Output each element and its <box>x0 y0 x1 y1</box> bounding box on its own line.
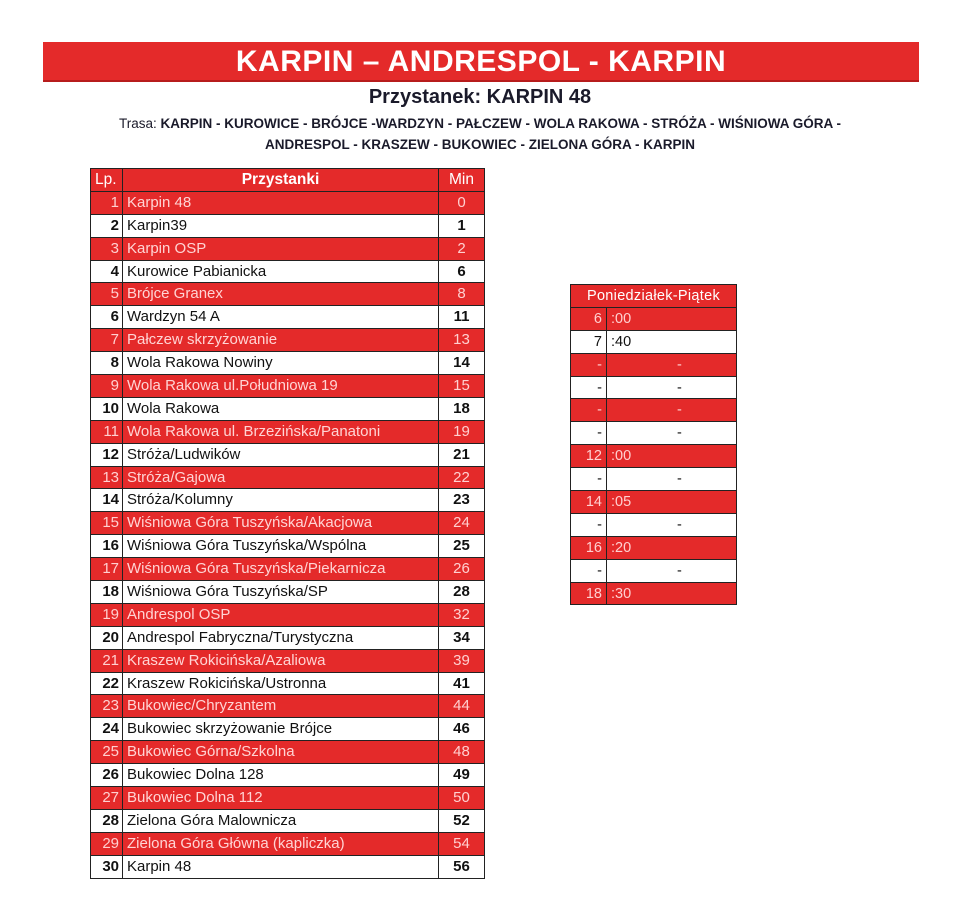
stop-name-cell: Wiśniowa Góra Tuszyńska/Wspólna <box>123 535 439 558</box>
stop-number: 2 <box>91 214 123 237</box>
timetable-row <box>571 513 737 536</box>
stop-number: 28 <box>91 809 123 832</box>
stop-minutes: 52 <box>439 809 485 832</box>
stop-number: 18 <box>91 581 123 604</box>
stop-number: 17 <box>91 558 123 581</box>
stop-name-cell: Brójce Granex <box>123 283 439 306</box>
table-row <box>91 787 485 810</box>
header-lp: Lp. <box>91 169 123 192</box>
stop-number: 4 <box>91 260 123 283</box>
stop-number: 23 <box>91 695 123 718</box>
departure-minute: - <box>607 376 737 399</box>
table-row <box>91 603 485 626</box>
stop-name-cell: Bukowiec Dolna 112 <box>123 787 439 810</box>
stop-name-cell: Wola Rakowa ul.Południowa 19 <box>123 375 439 398</box>
stop-name-cell: Andrespol OSP <box>123 603 439 626</box>
stop-minutes: 22 <box>439 466 485 489</box>
stop-minutes: 26 <box>439 558 485 581</box>
route-line-1: KARPIN - KUROWICE - BRÓJCE -WARDZYN - PAŁCZEW - WOLA RAKOWA - STRÓŻA - WIŚNIOWA GÓRA - <box>160 116 841 131</box>
stop-name-cell: Andrespol Fabryczna/Turystyczna <box>123 626 439 649</box>
stop-minutes: 44 <box>439 695 485 718</box>
departure-hour: - <box>571 376 607 399</box>
stop-name-cell: Wola Rakowa ul. Brzezińska/Panatoni <box>123 420 439 443</box>
table-row <box>91 466 485 489</box>
timetable-row <box>571 330 737 353</box>
stop-name-cell: Wola Rakowa Nowiny <box>123 352 439 375</box>
stop-name-cell: Zielona Góra Główna (kapliczka) <box>123 832 439 855</box>
stop-name-cell: Wardzyn 54 A <box>123 306 439 329</box>
table-row <box>91 191 485 214</box>
stop-name-cell: Bukowiec Górna/Szkolna <box>123 741 439 764</box>
stop-minutes: 25 <box>439 535 485 558</box>
stop-number: 19 <box>91 603 123 626</box>
table-row <box>91 649 485 672</box>
table-row <box>91 741 485 764</box>
stop-minutes: 28 <box>439 581 485 604</box>
departure-hour: 14 <box>571 491 607 514</box>
route-line-2: ANDRESPOL - KRASZEW - BUKOWIEC - ZIELONA GÓRA - KARPIN <box>265 137 695 152</box>
table-row <box>91 581 485 604</box>
page-title: KARPIN – ANDRESPOL - KARPIN <box>43 42 919 82</box>
timetable-row <box>571 559 737 582</box>
stop-minutes: 8 <box>439 283 485 306</box>
departure-hour: - <box>571 559 607 582</box>
stop-number: 5 <box>91 283 123 306</box>
departure-minute: - <box>607 513 737 536</box>
stops-header-row <box>91 169 485 192</box>
stop-name-cell: Zielona Góra Malownicza <box>123 809 439 832</box>
stops-table <box>90 168 485 879</box>
stop-minutes: 32 <box>439 603 485 626</box>
departure-minute: :05 <box>607 491 737 514</box>
timetable-row <box>571 536 737 559</box>
timetable-row <box>571 445 737 468</box>
stop-number: 15 <box>91 512 123 535</box>
stop-minutes: 48 <box>439 741 485 764</box>
stop-minutes: 11 <box>439 306 485 329</box>
stop-minutes: 0 <box>439 191 485 214</box>
stop-minutes: 41 <box>439 672 485 695</box>
timetable-row <box>571 353 737 376</box>
stop-number: 29 <box>91 832 123 855</box>
table-row <box>91 237 485 260</box>
stop-name-cell: Kraszew Rokicińska/Ustronna <box>123 672 439 695</box>
table-row <box>91 512 485 535</box>
table-row <box>91 764 485 787</box>
table-row <box>91 352 485 375</box>
table-row <box>91 535 485 558</box>
stop-minutes: 50 <box>439 787 485 810</box>
route-label: Trasa: <box>119 116 157 131</box>
departure-minute: - <box>607 559 737 582</box>
stop-minutes: 6 <box>439 260 485 283</box>
stop-number: 7 <box>91 329 123 352</box>
stop-minutes: 24 <box>439 512 485 535</box>
stop-number: 3 <box>91 237 123 260</box>
stop-minutes: 15 <box>439 375 485 398</box>
stop-number: 12 <box>91 443 123 466</box>
stop-name-cell: Wiśniowa Góra Tuszyńska/Akacjowa <box>123 512 439 535</box>
stop-number: 6 <box>91 306 123 329</box>
departure-hour: 18 <box>571 582 607 605</box>
table-row <box>91 329 485 352</box>
stop-name-cell: Bukowiec skrzyżowanie Brójce <box>123 718 439 741</box>
timetable-row <box>571 376 737 399</box>
departure-hour: - <box>571 513 607 536</box>
table-row <box>91 489 485 512</box>
table-row <box>91 672 485 695</box>
departure-hour: 7 <box>571 330 607 353</box>
stop-number: 30 <box>91 855 123 878</box>
stop-minutes: 18 <box>439 397 485 420</box>
stop-number: 27 <box>91 787 123 810</box>
header-stops: Przystanki <box>123 169 439 192</box>
stop-number: 25 <box>91 741 123 764</box>
header-min: Min <box>439 169 485 192</box>
stop-number: 10 <box>91 397 123 420</box>
departure-minute: - <box>607 353 737 376</box>
departure-hour: - <box>571 353 607 376</box>
stop-name-cell: Bukowiec/Chryzantem <box>123 695 439 718</box>
route-description <box>100 113 860 155</box>
stop-number: 9 <box>91 375 123 398</box>
stop-minutes: 54 <box>439 832 485 855</box>
stop-name-cell: Kraszew Rokicińska/Azaliowa <box>123 649 439 672</box>
table-row <box>91 306 485 329</box>
table-row <box>91 855 485 878</box>
table-row <box>91 260 485 283</box>
departure-minute: :00 <box>607 445 737 468</box>
stop-minutes: 56 <box>439 855 485 878</box>
stop-name-cell: Wiśniowa Góra Tuszyńska/Piekarnicza <box>123 558 439 581</box>
table-row <box>91 718 485 741</box>
departure-hour: - <box>571 468 607 491</box>
departure-minute: :30 <box>607 582 737 605</box>
departure-hour: - <box>571 399 607 422</box>
stop-number: 16 <box>91 535 123 558</box>
departure-minute: - <box>607 422 737 445</box>
table-row <box>91 443 485 466</box>
stop-name-cell: Wola Rakowa <box>123 397 439 420</box>
stop-name-cell: Bukowiec Dolna 128 <box>123 764 439 787</box>
table-row <box>91 283 485 306</box>
table-row <box>91 375 485 398</box>
stop-number: 1 <box>91 191 123 214</box>
stop-number: 22 <box>91 672 123 695</box>
timetable-header-row <box>571 285 737 308</box>
departure-minute: - <box>607 399 737 422</box>
stop-name-cell: Karpin 48 <box>123 191 439 214</box>
stop-number: 14 <box>91 489 123 512</box>
timetable <box>570 284 737 605</box>
stop-name-cell: Kurowice Pabianicka <box>123 260 439 283</box>
departure-hour: - <box>571 422 607 445</box>
table-row <box>91 809 485 832</box>
stop-number: 13 <box>91 466 123 489</box>
stop-number: 8 <box>91 352 123 375</box>
departure-minute: :00 <box>607 307 737 330</box>
stop-minutes: 34 <box>439 626 485 649</box>
table-row <box>91 558 485 581</box>
stop-name-cell: Wiśniowa Góra Tuszyńska/SP <box>123 581 439 604</box>
stop-number: 24 <box>91 718 123 741</box>
departure-minute: - <box>607 468 737 491</box>
stop-number: 20 <box>91 626 123 649</box>
stop-minutes: 13 <box>439 329 485 352</box>
table-row <box>91 420 485 443</box>
stop-number: 21 <box>91 649 123 672</box>
departure-hour: 12 <box>571 445 607 468</box>
table-row <box>91 626 485 649</box>
departure-hour: 6 <box>571 307 607 330</box>
stop-number: 11 <box>91 420 123 443</box>
departure-minute: :40 <box>607 330 737 353</box>
stop-minutes: 46 <box>439 718 485 741</box>
stop-name-cell: Stróża/Kolumny <box>123 489 439 512</box>
timetable-row <box>571 307 737 330</box>
stop-minutes: 39 <box>439 649 485 672</box>
timetable-row <box>571 399 737 422</box>
table-row <box>91 695 485 718</box>
timetable-row <box>571 491 737 514</box>
timetable-row <box>571 468 737 491</box>
stop-minutes: 1 <box>439 214 485 237</box>
stop-name-cell: Karpin 48 <box>123 855 439 878</box>
timetable-row <box>571 422 737 445</box>
stop-name-cell: Stróża/Gajowa <box>123 466 439 489</box>
timetable-row <box>571 582 737 605</box>
stop-name: Przystanek: KARPIN 48 <box>368 86 592 108</box>
stop-name-cell: Karpin39 <box>123 214 439 237</box>
departure-minute: :20 <box>607 536 737 559</box>
table-row <box>91 397 485 420</box>
stop-minutes: 21 <box>439 443 485 466</box>
stop-minutes: 2 <box>439 237 485 260</box>
stop-minutes: 19 <box>439 420 485 443</box>
table-row <box>91 214 485 237</box>
timetable-header: Poniedziałek-Piątek <box>571 285 737 308</box>
departure-hour: 16 <box>571 536 607 559</box>
stop-number: 26 <box>91 764 123 787</box>
stop-minutes: 49 <box>439 764 485 787</box>
stop-name-cell: Stróża/Ludwików <box>123 443 439 466</box>
stop-minutes: 23 <box>439 489 485 512</box>
stop-name-cell: Pałczew skrzyżowanie <box>123 329 439 352</box>
table-row <box>91 832 485 855</box>
stop-minutes: 14 <box>439 352 485 375</box>
stop-name-cell: Karpin OSP <box>123 237 439 260</box>
